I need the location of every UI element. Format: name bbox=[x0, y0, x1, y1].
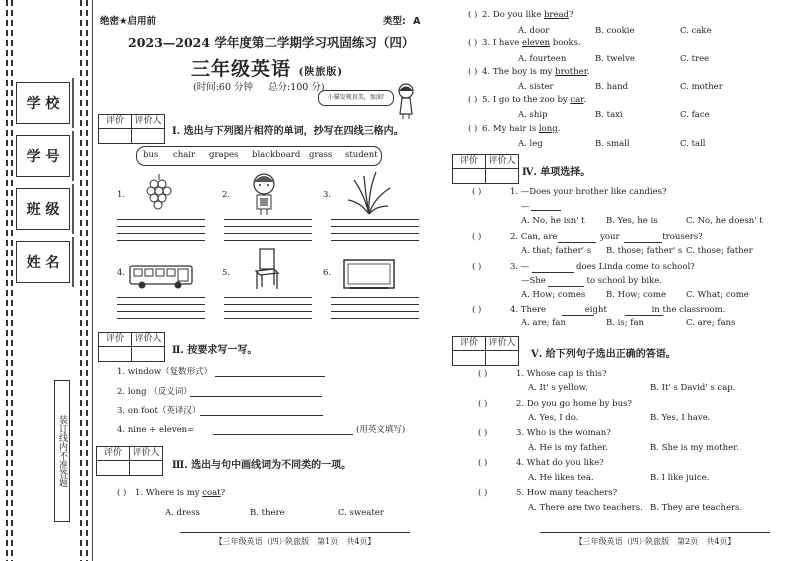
eval-label: 评价 bbox=[99, 115, 132, 128]
answer-paren[interactable]: ( ) bbox=[478, 428, 488, 438]
option[interactable]: A. It' s yellow. bbox=[528, 383, 588, 393]
question-text: 1. —Does your brother like candies? bbox=[510, 187, 667, 197]
item-number: 4. bbox=[117, 425, 126, 435]
answer-paren[interactable]: ( ) bbox=[117, 488, 127, 498]
underlined-word: eleven bbox=[522, 38, 551, 48]
underlined-word: long bbox=[538, 124, 558, 134]
writing-lines[interactable] bbox=[331, 217, 419, 245]
subject-name: 三年级英语 bbox=[191, 58, 292, 80]
question-text: — bbox=[521, 202, 530, 212]
item-text: long （反义词） bbox=[127, 387, 192, 397]
question-text: does Linda come to school? bbox=[573, 262, 695, 272]
blackboard-icon bbox=[342, 258, 396, 292]
question-text: 3. Who is the woman? bbox=[516, 428, 611, 438]
question-text: eight bbox=[584, 305, 610, 315]
item-number: 2. bbox=[117, 387, 126, 397]
evaluator-label: 评价人 bbox=[488, 338, 516, 348]
section5-title: Ⅴ. 给下列句子选出正确的答语。 bbox=[531, 349, 676, 360]
option[interactable]: C. those; father bbox=[686, 246, 753, 256]
eval-label: 评价 bbox=[97, 447, 130, 460]
binding-line bbox=[80, 0, 82, 561]
eval-label: 评价 bbox=[99, 333, 132, 346]
option[interactable]: C. No, he doesn' t bbox=[686, 216, 763, 226]
bus-icon bbox=[128, 264, 196, 290]
question-text: 2. Do you go home by bus? bbox=[516, 399, 632, 409]
writing-lines[interactable] bbox=[224, 217, 312, 245]
class-field[interactable] bbox=[72, 184, 74, 234]
underlined-word: brother bbox=[555, 67, 587, 77]
eval-box bbox=[452, 154, 519, 184]
answer-paren[interactable]: ( ) bbox=[478, 399, 488, 409]
answer-paren[interactable]: ( ) bbox=[478, 488, 488, 498]
chair-icon bbox=[254, 247, 280, 291]
picture-number: 5. bbox=[222, 268, 231, 278]
writing-lines[interactable] bbox=[117, 217, 205, 245]
eval-box bbox=[452, 336, 519, 366]
option[interactable]: C. mother bbox=[680, 82, 723, 92]
question-text: 2. Can, are bbox=[510, 232, 561, 242]
option[interactable]: A. ship bbox=[518, 110, 548, 120]
option[interactable]: B. there bbox=[250, 508, 285, 518]
option[interactable]: C. tall bbox=[680, 139, 706, 149]
question-text: I have bbox=[492, 38, 523, 48]
section2-title: Ⅱ. 按要求写一写。 bbox=[172, 345, 258, 356]
picture-number: 3. bbox=[323, 190, 332, 200]
option[interactable]: C. face bbox=[680, 110, 710, 120]
option[interactable]: A. How; comes bbox=[521, 290, 586, 300]
answer-paren[interactable]: ( ) bbox=[472, 262, 482, 272]
question-text: Where is my bbox=[145, 488, 203, 498]
binding-line bbox=[86, 0, 88, 561]
option[interactable]: B. taxi bbox=[595, 110, 623, 120]
writing-lines[interactable] bbox=[117, 295, 205, 323]
writing-lines[interactable] bbox=[331, 295, 419, 323]
binding-warning: 装订线内不准答题 bbox=[54, 380, 70, 522]
answer-paren[interactable]: ( ) bbox=[468, 67, 478, 77]
question-text: 5. How many teachers? bbox=[516, 488, 618, 498]
binding-line bbox=[11, 0, 13, 561]
question-number: 4. bbox=[482, 67, 491, 77]
question-text: . bbox=[583, 95, 587, 105]
school-label: 学 校 bbox=[16, 82, 70, 124]
writing-lines[interactable] bbox=[224, 295, 312, 323]
exam-title: 2023—2024 学年度第二学期学习巩固练习（四） bbox=[128, 35, 415, 50]
student-number-label: 学 号 bbox=[16, 135, 70, 177]
picture-number: 6. bbox=[323, 268, 332, 278]
word-bank-word: bus bbox=[143, 150, 159, 160]
edition-label: (陕旅版) bbox=[298, 67, 344, 78]
item-text: window（复数形式） bbox=[127, 367, 213, 377]
word-bank-word: student bbox=[345, 150, 378, 160]
word-bank-word: grapes bbox=[209, 150, 239, 160]
answer-paren[interactable]: ( ) bbox=[472, 305, 482, 315]
option[interactable]: A. door bbox=[518, 26, 550, 36]
option[interactable]: C. tree bbox=[680, 54, 710, 64]
option[interactable]: B. Yes, I have. bbox=[650, 413, 711, 423]
time-info: (时间:60 分钟 bbox=[193, 82, 254, 93]
student-number-field[interactable] bbox=[72, 131, 74, 181]
eval-box bbox=[98, 332, 165, 362]
question-text: The boy is my bbox=[492, 67, 556, 77]
secret-label: 绝密★启用前 bbox=[100, 16, 157, 27]
answer-blank[interactable] bbox=[531, 210, 561, 211]
option[interactable]: B. She is my mother. bbox=[650, 443, 739, 453]
question-text bbox=[510, 262, 695, 273]
question-text: ? bbox=[220, 488, 226, 498]
question-text bbox=[521, 276, 662, 287]
evaluator-label: 评价人 bbox=[132, 448, 160, 458]
underlined-word: bread bbox=[543, 10, 569, 20]
option[interactable]: B. It' s David' s cap. bbox=[650, 383, 736, 393]
eval-box bbox=[98, 114, 165, 144]
evaluator-label: 评价人 bbox=[134, 116, 162, 126]
word-bank bbox=[136, 146, 382, 166]
option[interactable]: A. There are two teachers. bbox=[528, 503, 643, 513]
answer-paren[interactable]: ( ) bbox=[468, 38, 478, 48]
eval-label: 评价 bbox=[453, 337, 486, 350]
option[interactable]: A. He is my father. bbox=[528, 443, 608, 453]
question-3-6 bbox=[468, 124, 560, 135]
page-footer-left: 【三年级英语（四）·陕旅版 第1页 共4页】 bbox=[180, 532, 410, 547]
question-text: 1. Whose cap is this? bbox=[516, 369, 607, 379]
option[interactable]: B. I like juice. bbox=[650, 473, 710, 483]
question-text: 3. — bbox=[510, 262, 530, 272]
option[interactable]: C. What; come bbox=[686, 290, 749, 300]
option[interactable]: C. sweater bbox=[338, 508, 384, 518]
answer-paren[interactable]: ( ) bbox=[472, 187, 482, 197]
question-text bbox=[510, 232, 703, 243]
option[interactable]: A. are; fan bbox=[521, 318, 566, 328]
answer-paren[interactable]: ( ) bbox=[472, 232, 482, 242]
question-3-3 bbox=[468, 38, 581, 49]
question-number: 6. bbox=[482, 124, 491, 134]
question-text: . bbox=[586, 67, 590, 77]
section3-title: Ⅲ. 选出与句中画线词为不同类的一项。 bbox=[172, 460, 352, 471]
school-field[interactable] bbox=[72, 78, 74, 128]
option[interactable]: A. Yes, I do. bbox=[528, 413, 579, 423]
answer-paren[interactable]: ( ) bbox=[468, 95, 478, 105]
option[interactable]: A. leg bbox=[518, 139, 543, 149]
item-number: 3. bbox=[117, 406, 126, 416]
question-3-5 bbox=[468, 95, 586, 106]
grapes-icon bbox=[146, 174, 172, 214]
option[interactable]: B. Yes, he is bbox=[606, 216, 658, 226]
option[interactable]: A. sister bbox=[518, 82, 554, 92]
underlined-word: car bbox=[570, 95, 584, 105]
score-info: 总分:100 分) bbox=[268, 82, 325, 93]
question-text: to school by bike. bbox=[586, 276, 663, 286]
answer-blank[interactable] bbox=[200, 415, 323, 416]
option[interactable]: B. cookie bbox=[595, 26, 635, 36]
section4-title: Ⅳ. 单项选择。 bbox=[522, 167, 591, 178]
question-text: ? bbox=[568, 10, 574, 20]
question-text: trousers? bbox=[662, 232, 703, 242]
option[interactable]: C. are; fans bbox=[686, 318, 736, 328]
question-number: 5. bbox=[482, 95, 491, 105]
type-label bbox=[383, 16, 420, 28]
page-footer-right: 【三年级英语（四）·陕旅版 第2页 共4页】 bbox=[540, 532, 770, 547]
answer-blank[interactable] bbox=[213, 434, 353, 435]
option[interactable]: A. He likes tea. bbox=[528, 473, 594, 483]
student-icon bbox=[249, 172, 279, 216]
type-value: A bbox=[413, 16, 421, 27]
option[interactable]: B. They are teachers. bbox=[650, 503, 743, 513]
option[interactable]: A. No, he isn' t bbox=[521, 216, 585, 226]
option[interactable]: C. cake bbox=[680, 26, 712, 36]
answer-paren[interactable]: ( ) bbox=[468, 10, 478, 20]
name-field[interactable] bbox=[72, 237, 74, 287]
option[interactable]: B. small bbox=[595, 139, 630, 149]
item-text: on foot（英译汉） bbox=[127, 406, 201, 416]
answer-paren[interactable]: ( ) bbox=[478, 369, 488, 379]
option[interactable]: B. twelve bbox=[595, 54, 635, 64]
type-label-text: 类型: bbox=[383, 16, 406, 27]
section2-item bbox=[117, 367, 212, 378]
question-3-4 bbox=[468, 67, 590, 78]
picture-number: 1. bbox=[117, 190, 126, 200]
question-text: My hair is bbox=[492, 124, 539, 134]
option[interactable]: B. How; come bbox=[606, 290, 666, 300]
question-text: Do you like bbox=[492, 10, 544, 20]
answer-paren[interactable]: ( ) bbox=[478, 458, 488, 468]
question-text bbox=[510, 305, 725, 316]
question-number: 3. bbox=[482, 38, 491, 48]
evaluator-label: 评价人 bbox=[134, 334, 162, 344]
binding-line bbox=[6, 0, 8, 561]
option[interactable]: B. hand bbox=[595, 82, 629, 92]
question-text: —She bbox=[521, 276, 549, 286]
question-text: in the classroom. bbox=[651, 305, 726, 315]
section2-item bbox=[117, 425, 194, 436]
eval-box bbox=[96, 446, 163, 476]
question-3-1 bbox=[117, 488, 225, 499]
evaluator-label: 评价人 bbox=[488, 156, 516, 166]
name-label: 姓 名 bbox=[16, 241, 70, 283]
section2-item bbox=[117, 387, 192, 398]
class-label: 班 级 bbox=[16, 188, 70, 230]
item-text: nine + eleven= bbox=[127, 425, 195, 435]
question-number: 1. bbox=[135, 488, 144, 498]
binding-strip bbox=[0, 0, 93, 561]
option[interactable]: A. that; father' s bbox=[521, 246, 592, 256]
section1-title: Ⅰ. 选出与下列图片相符的单词，抄写在四线三格内。 bbox=[172, 126, 404, 137]
answer-blank[interactable] bbox=[190, 396, 322, 397]
question-text: 4. What do you like? bbox=[516, 458, 604, 468]
option[interactable]: A. fourteen bbox=[518, 54, 567, 64]
picture-number: 4. bbox=[117, 268, 126, 278]
answer-paren[interactable]: ( ) bbox=[468, 124, 478, 134]
word-bank-word: chair bbox=[173, 150, 196, 160]
word-bank-word: grass bbox=[309, 150, 333, 160]
item-note: (用英文填写) bbox=[356, 425, 406, 435]
item-number: 1. bbox=[117, 367, 126, 377]
answer-blank[interactable] bbox=[215, 376, 325, 377]
option[interactable]: B. is; fan bbox=[606, 318, 644, 328]
question-text: . bbox=[557, 124, 561, 134]
word-bank-word: blackboard bbox=[252, 150, 301, 160]
question-3-2 bbox=[468, 10, 574, 21]
question-text: books. bbox=[550, 38, 581, 48]
mascot-girl-icon bbox=[394, 82, 418, 120]
option[interactable]: A. dress bbox=[165, 508, 200, 518]
underlined-word: coat bbox=[202, 488, 221, 498]
subject-title bbox=[191, 54, 343, 81]
question-number: 2. bbox=[482, 10, 491, 20]
mascot-speech-bubble: 小猫发现真美，加油! bbox=[318, 90, 394, 106]
question-text: 4. There bbox=[510, 305, 549, 315]
section2-item bbox=[117, 406, 200, 417]
question-text: I go to the zoo by bbox=[492, 95, 571, 105]
grass-icon bbox=[346, 168, 392, 216]
option[interactable]: B. those; father' s bbox=[606, 246, 683, 256]
question-text: your bbox=[600, 232, 623, 242]
eval-label: 评价 bbox=[453, 155, 486, 168]
picture-number: 2. bbox=[222, 190, 231, 200]
